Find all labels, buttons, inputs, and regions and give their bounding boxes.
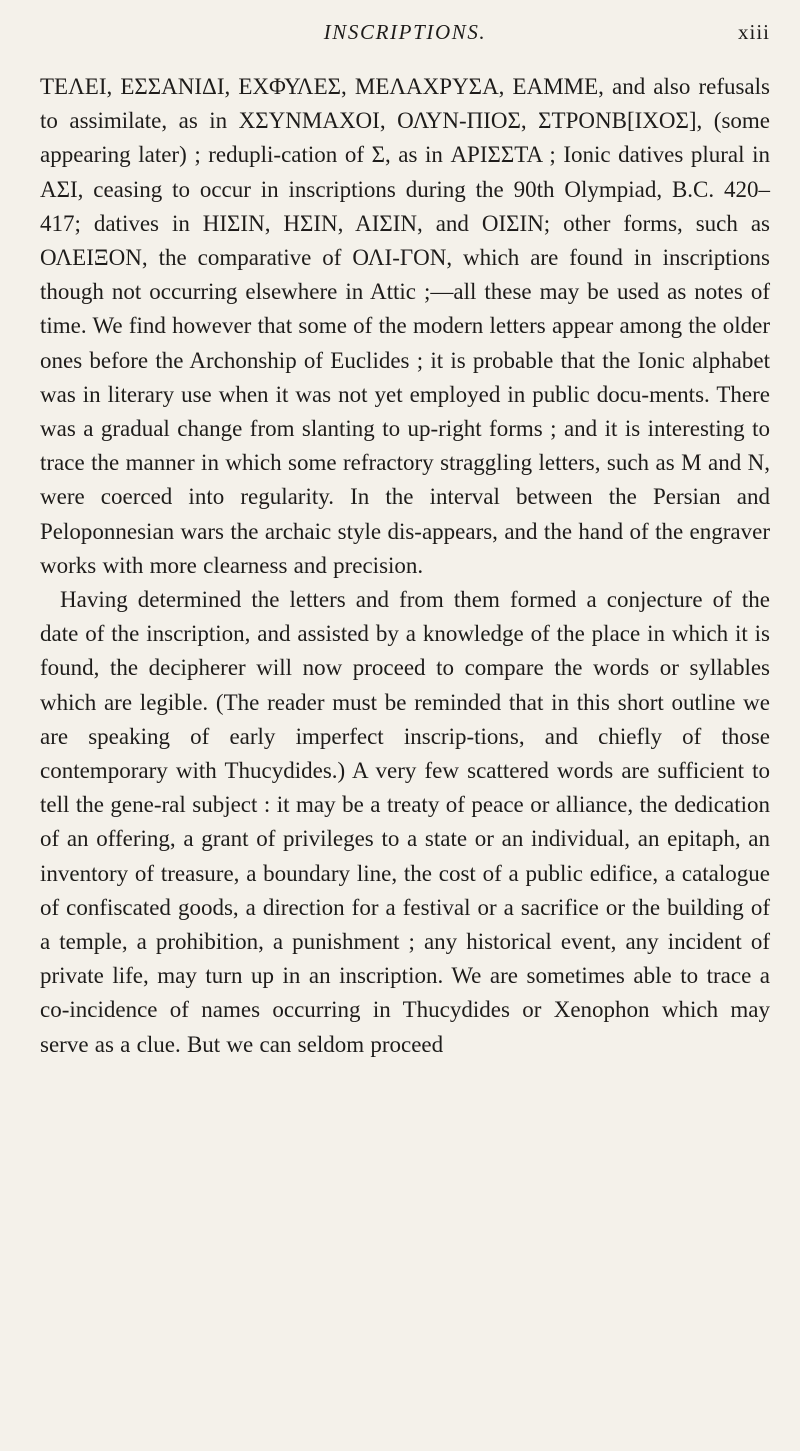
body-text xyxy=(40,70,770,1062)
running-title: INSCRIPTIONS. xyxy=(323,20,487,44)
page-number: xiii xyxy=(737,20,770,44)
paragraph-deciphering: Having determined the letters and from them formed a conjecture of the date of the inscription, and assisted by a knowledge of the place in which it is found, the decipherer will now proceed to compare the words or syllables which are legible. (The reader must be reminded that in this short outline we are speaking of early imperfect inscrip-tions, and chiefly of those contemporary with Thucydides.) A very few scattered words are sufficient to tell the gene-ral subject : it may be a treaty of peace or alliance, the dedication of an offering, a grant of privileges to a state or an individual, an epitaph, an inventory of treasure, a boundary line, the cost of a public edifice, a catalogue of confiscated goods, a direction for a festival or a sacrifice or the building of a temple, a prohibition, a punishment ; any historical event, any incident of private life, may turn up in an inscription. We are sometimes able to trace a co-incidence of names occurring in Thucydides or Xenophon which may serve as a clue. But we can seldom proceed xyxy=(40,587,770,1057)
paragraph-letter-forms: ΤΕΛΕΙ, ΕΣΣΑΝΙΔΙ, ΕΧΦΥΛΕΣ, ΜΕΛΑΧΡΥΣΑ, ΕΑΜΜΕ, and also refusals to assimilate, as in ΧΣΥΝΜΑΧΟΙ, ΟΛΥΝ-ΠΙΟΣ, ΣΤΡΟΝΒ[ΙΧΟΣ], (some appearing later) ; redupli-cation of Σ, as in ΑΡΙΣΣΤΑ ; Ionic datives plural in ΑΣΙ, ceasing to occur in inscriptions during the 90th Olympiad, B.C. 420–417; datives in ΗΙΣΙΝ, ΗΣΙΝ, ΑΙΣΙΝ, and ΟΙΣΙΝ; other forms, such as ΟΛΕΙΞΟΝ, the comparative of ΟΛΙ-ΓΟΝ, which are found in inscriptions though not occurring elsewhere in Attic ;—all these may be used as notes of time. We find however that some of the modern letters appear among the older ones before the Archonship of Euclides ; it is probable that the Ionic alphabet was in literary use when it was not yet employed in public docu-ments. There was a gradual change from slanting to up-right forms ; and it is interesting to trace the manner in which some refractory straggling letters, such as M and N, were coerced into regularity. In the interval between the Persian and Peloponnesian wars the archaic style dis-appears, and the hand of the engraver works with more clearness and precision. xyxy=(40,74,770,578)
running-head xyxy=(40,0,770,52)
book-page xyxy=(40,0,770,1062)
